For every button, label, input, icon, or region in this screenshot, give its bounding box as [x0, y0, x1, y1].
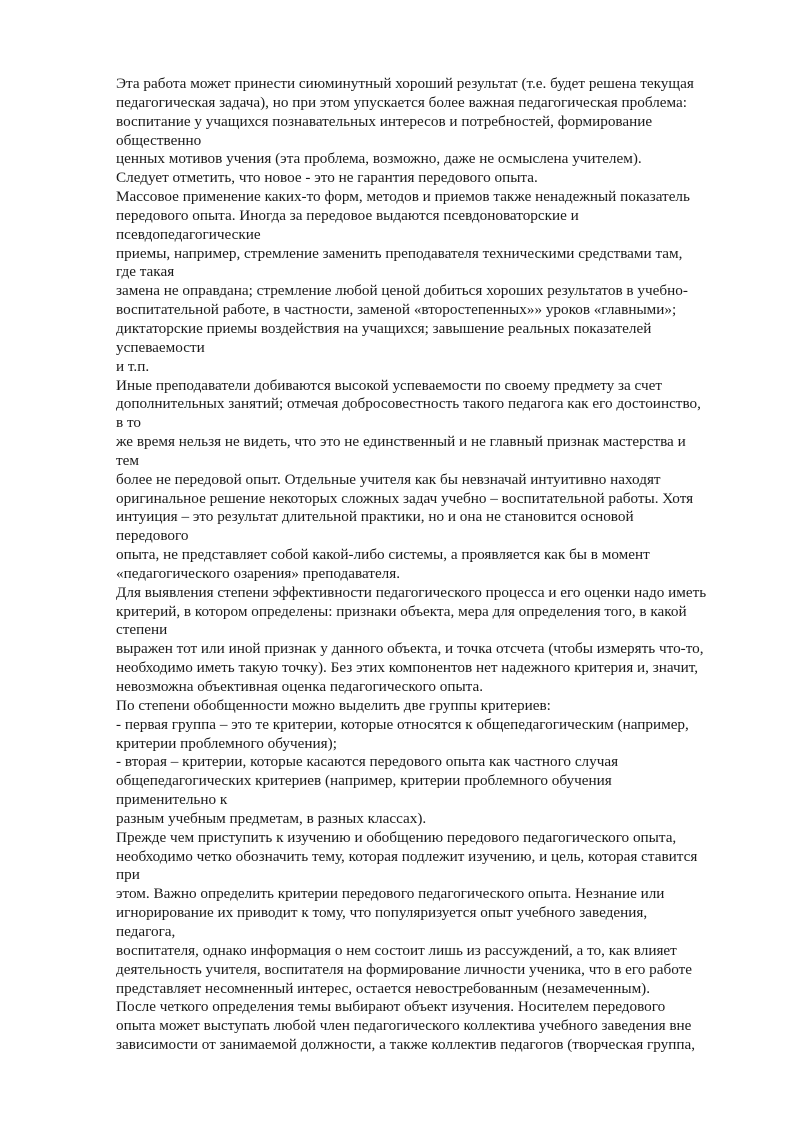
text-line: приемы, например, стремление заменить преподавателя техническими средствами там,: [116, 244, 683, 262]
text-line: общественно: [116, 131, 202, 149]
text-line: ценных мотивов учения (эта проблема, возможно, даже не осмыслена учителем).: [116, 150, 642, 168]
text-line: опыта, не представляет собой какой-либо системы, а проявляется как бы в момент: [116, 546, 650, 564]
text-line: же время нельзя не видеть, что это не единственный и не главный признак мастерства и: [116, 433, 686, 451]
text-line: более не передовой опыт. Отдельные учителя как бы невзначай интуитивно находят: [116, 470, 661, 488]
text-line: оригинальное решение некоторых сложных задач учебно – воспитательной работы. Хотя: [116, 489, 694, 507]
text-line: Прежде чем приступить к изучению и обобщению передового педагогического опыта,: [116, 828, 677, 846]
text-line: степени: [116, 621, 168, 639]
text-line: необходимо четко обозначить тему, которая подлежит изучению, и цель, которая ставится: [116, 847, 698, 865]
text-line: Массовое применение каких-то форм, методов и приемов также ненадежный показатель: [116, 188, 690, 206]
text-line: воспитателя, однако информация о нем состоит лишь из рассуждений, а то, как влияет: [116, 941, 677, 959]
text-line: успеваемости: [116, 338, 205, 356]
text-line: Для выявления степени эффективности педагогического процесса и его оценки надо иметь: [116, 583, 707, 601]
text-line: воспитательной работе, в частности, заменой «второстепенных»» уроков «главными»;: [116, 301, 677, 319]
text-line: необходимо иметь такую точку). Без этих компонентов нет надежного критерия и, значит,: [116, 659, 699, 677]
document-body-text: [116, 75, 756, 1055]
text-line: воспитание у учащихся познавательных интересов и потребностей, формирование: [116, 112, 653, 130]
text-line: - первая группа – это те критерии, которые относятся к общепедагогическим (например,: [116, 715, 689, 733]
text-line: при: [116, 866, 140, 884]
text-line: - вторая – критерии, которые касаются передового опыта как частного случая: [116, 753, 619, 771]
text-line: этом. Важно определить критерии передового педагогического опыта. Незнание или: [116, 885, 665, 903]
text-line: интуиция – это результат длительной практики, но и она не становится основой: [116, 508, 634, 526]
text-line: Следует отметить, что новое - это не гарантия передового опыта.: [116, 169, 538, 187]
text-line: игнорирование их приводит к тому, что популяризуется опыт учебного заведения,: [116, 904, 648, 922]
text-line: Иные преподаватели добиваются высокой успеваемости по своему предмету за счет: [116, 376, 663, 394]
text-line: невозможна объективная оценка педагогического опыта.: [116, 678, 484, 695]
text-line: псевдопедагогические: [116, 225, 261, 243]
text-line: После четкого определения темы выбирают объект изучения. Носителем передового: [116, 998, 666, 1016]
text-line: «педагогического озарения» преподавателя.: [116, 564, 401, 582]
text-line: в то: [116, 414, 141, 432]
text-line: общепедагогических критериев (например, критерии проблемного обучения: [116, 772, 612, 790]
text-line: опыта может выступать любой член педагогического коллектива учебного заведения вне: [116, 1017, 692, 1035]
text-line: критерий, в котором определены: признаки объекта, мера для определения того, в какой: [116, 602, 687, 620]
text-line: передового опыта. Иногда за передовое выдаются псевдоноваторские и: [116, 206, 579, 224]
text-line: представляет несомненный интерес, остается невостребованным (незамеченным).: [116, 979, 651, 997]
text-line: где такая: [116, 263, 175, 281]
text-line: педагогическая задача), но при этом упускается более важная педагогическая проблема:: [116, 93, 687, 111]
text-line: педагога,: [116, 922, 176, 940]
text-line: дополнительных занятий; отмечая добросовестность такого педагога как его достоинство,: [116, 395, 701, 413]
text-line: разным учебным предметам, в разных классах).: [116, 809, 427, 827]
text-line: диктаторские приемы воздействия на учащихся; завышение реальных показателей: [116, 319, 652, 337]
text-line: По степени обобщенности можно выделить две группы критериев:: [116, 696, 551, 714]
text-line: Эта работа может принести сиюминутный хороший результат (т.е. будет решена текущая: [116, 75, 694, 92]
text-line: и т.п.: [116, 357, 150, 375]
text-line: применительно к: [116, 791, 228, 809]
text-line: замена не оправдана; стремление любой ценой добиться хороших результатов в учебно-: [116, 282, 688, 300]
text-line: тем: [116, 451, 139, 469]
text-line: передового: [116, 527, 189, 545]
text-line: зависимости от занимаемой должности, а также коллектив педагогов (творческая группа,: [116, 1036, 695, 1054]
text-line: выражен тот или иной признак у данного объекта, и точка отсчета (чтобы измерять что-то,: [116, 640, 704, 658]
text-line: критерии проблемного обучения);: [116, 734, 337, 752]
text-line: деятельность учителя, воспитателя на формирование личности ученика, что в его работе: [116, 960, 692, 978]
